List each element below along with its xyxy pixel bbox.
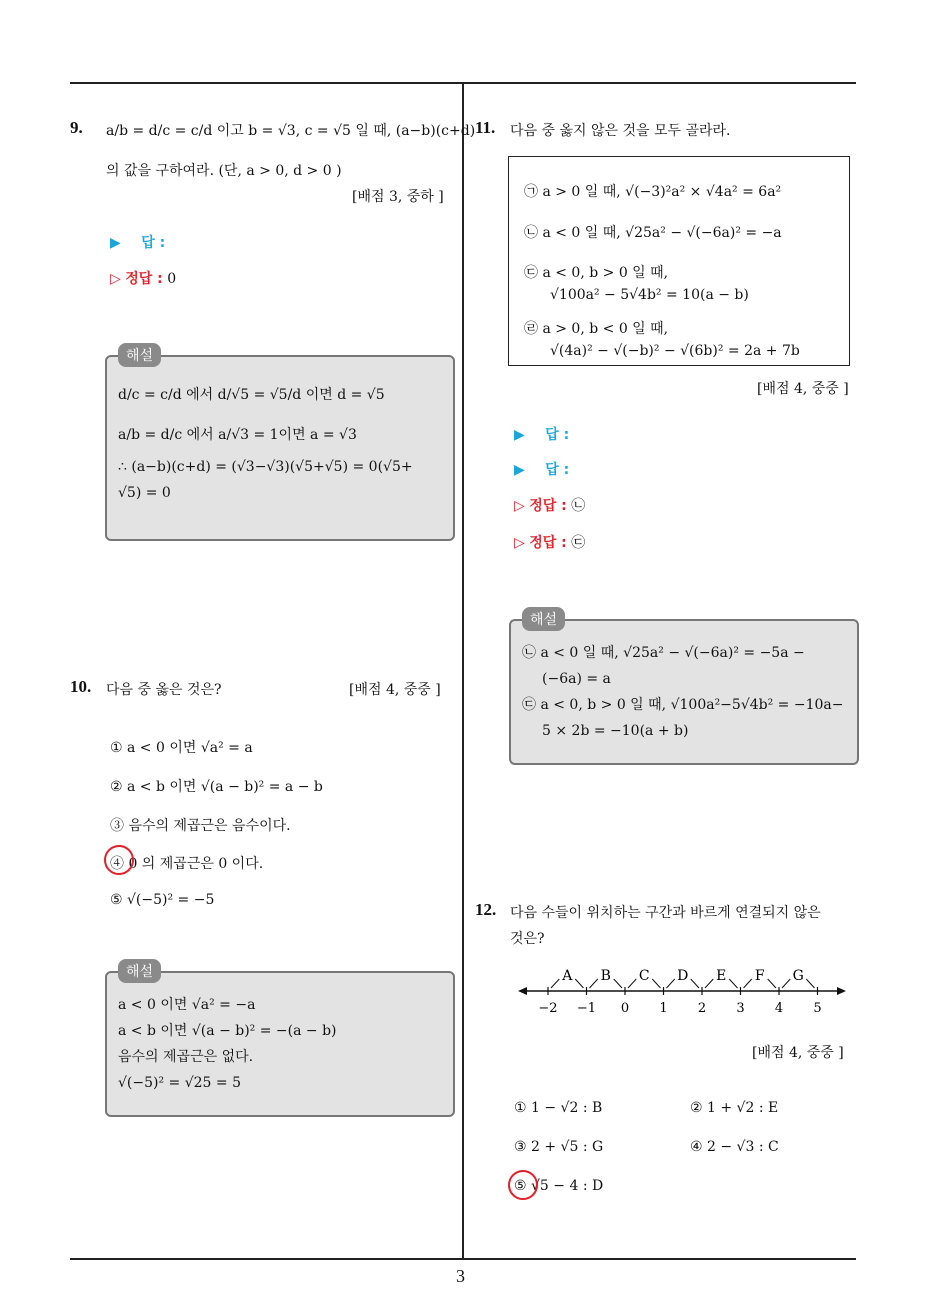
- q11-meta: [배점 4, 중중 ]: [757, 381, 849, 397]
- q9-correct-label: 정답 :: [125, 271, 163, 287]
- q9-meta: [배점 3, 중하 ]: [352, 189, 444, 205]
- q11-answer-row-1: [514, 424, 569, 444]
- q11-sol-line: ㉢ a < 0, b > 0 일 때, √100a²−5√4b² = −10a−: [522, 697, 844, 713]
- q9-answer-label: 답 :: [141, 235, 166, 251]
- q11-sol-line: 5 × 2b = −10(a + b): [542, 723, 689, 739]
- interval-label: G: [792, 968, 804, 984]
- left-arrow-icon: [518, 987, 527, 995]
- page-number: 3: [456, 1266, 465, 1286]
- q9-sol-line: a/b = d/c 에서 a/√3 = 1이면 a = √3: [118, 427, 357, 443]
- q11-correct-value: ㉡: [571, 498, 586, 514]
- q9-stem-line2: 의 값을 구하여라. (단, a > 0, d > 0 ): [106, 163, 342, 179]
- q11-item-d-cont: √(4a)² − √(−b)² − √(6b)² = 2a + 7b: [550, 343, 800, 359]
- q12-option-2: ② 1 + √2 : E: [690, 1100, 779, 1116]
- number-line-tick-label: 1: [659, 1001, 668, 1016]
- q9-number: 9.: [70, 118, 83, 137]
- q10-solution-tag: 해설: [118, 959, 161, 983]
- number-line-tick-label: 4: [774, 1001, 784, 1016]
- q11-correct-label: 정답 :: [529, 498, 567, 514]
- q11-item-a: ㉠ a > 0 일 때, √(−3)²a² × √4a² = 6a²: [524, 184, 782, 200]
- q9-solution-tag: 해설: [118, 343, 161, 367]
- q9-answer-row: [110, 232, 165, 252]
- q11-answer-label: 답 :: [545, 462, 570, 478]
- q10-sol-line: 음수의 제곱근은 없다.: [118, 1049, 254, 1065]
- q9-sol-line: ∴ (a−b)(c+d) = (√3−√3)(√5+√5) = 0(√5+: [118, 459, 413, 475]
- q12-option-1: ① 1 − √2 : B: [514, 1100, 603, 1116]
- q10-sol-line: a < b 이면 √(a − b)² = −(a − b): [118, 1023, 337, 1039]
- number-line-tick-label: 5: [813, 1001, 822, 1016]
- triangle-icon: ▷: [514, 498, 525, 514]
- number-line-tick-label: −1: [576, 1001, 597, 1016]
- number-line-tick-label: −2: [538, 1001, 558, 1016]
- column-divider: [462, 82, 464, 1259]
- q11-solution-tag: 해설: [522, 607, 565, 631]
- q11-item-c: ㉢ a < 0, b > 0 일 때,: [524, 265, 669, 281]
- q12-option-4: ④ 2 − √3 : C: [690, 1139, 779, 1155]
- q11-sol-line: (−6a) = a: [542, 671, 611, 687]
- q12-meta: [배점 4, 중중 ]: [752, 1045, 844, 1061]
- q10-number: 10.: [70, 677, 92, 696]
- q10-option-4: ④ 0 의 제곱근은 0 이다.: [110, 856, 264, 872]
- q11-item-b: ㉡ a < 0 일 때, √25a² − √(−6a)² = −a: [524, 225, 782, 241]
- right-arrow-icon: [837, 987, 846, 995]
- q10-meta: [배점 4, 중중 ]: [349, 682, 441, 698]
- interval-label: F: [754, 968, 765, 984]
- q11-correct-row-1: [514, 495, 585, 515]
- q10-option-1: ① a < 0 이면 √a² = a: [110, 740, 253, 756]
- q12-stem-line2: 것은?: [510, 931, 545, 947]
- q9-sol-line: d/c = c/d 에서 d/√5 = √5/d 이면 d = √5: [118, 387, 385, 403]
- q10-option-5: ⑤ √(−5)² = −5: [110, 892, 215, 908]
- q10-option-2: ② a < b 이면 √(a − b)² = a − b: [110, 779, 323, 795]
- number-line-tick-label: 2: [697, 1001, 707, 1016]
- q11-solution-text: [522, 640, 843, 744]
- interval-label: B: [600, 968, 611, 984]
- q9-correct-row: [110, 268, 176, 288]
- q11-answer-label: 답 :: [545, 427, 570, 443]
- interval-label: E: [716, 968, 727, 984]
- q10-option-3: ③ 음수의 제곱근은 음수이다.: [110, 818, 291, 834]
- play-icon: ▶: [514, 427, 525, 443]
- q10-answer-mark: [104, 845, 134, 875]
- q12-option-3: ③ 2 + √5 : G: [514, 1139, 604, 1155]
- q11-item-d: ㉣ a > 0, b < 0 일 때,: [524, 321, 669, 337]
- q11-correct-label: 정답 :: [529, 535, 567, 551]
- number-line-tick-label: 3: [736, 1001, 745, 1016]
- q9-correct-value: 0: [167, 271, 177, 287]
- q12-number: 12.: [475, 900, 497, 919]
- q9-solution-text: [118, 382, 413, 506]
- interval-label: C: [638, 968, 650, 984]
- q11-item-c-cont: √100a² − 5√4b² = 10(a − b): [550, 287, 749, 303]
- q10-solution-text: [118, 992, 337, 1096]
- q10-stem: 다음 중 옳은 것은?: [106, 682, 222, 698]
- triangle-icon: ▷: [110, 271, 121, 287]
- q12-number-line: [518, 960, 848, 1020]
- q9-stem-line1: a/b = d/c = c/d 이고 b = √3, c = √5 일 때, (a−b)(c+d): [106, 123, 476, 139]
- q11-stem: 다음 중 옳지 않은 것을 모두 골라라.: [510, 123, 731, 139]
- q10-sol-line: √(−5)² = √25 = 5: [118, 1075, 241, 1091]
- q9-sol-line: √5) = 0: [118, 485, 171, 501]
- interval-label: A: [562, 968, 573, 984]
- play-icon: ▶: [514, 462, 525, 478]
- q10-sol-line: a < 0 이면 √a² = −a: [118, 997, 256, 1013]
- play-icon: ▶: [110, 235, 121, 251]
- q12-answer-mark: [508, 1170, 538, 1200]
- q11-sol-line: ㉡ a < 0 일 때, √25a² − √(−6a)² = −5a −: [522, 645, 805, 661]
- q11-correct-value: ㉢: [571, 535, 586, 551]
- q11-answer-row-2: [514, 459, 569, 479]
- triangle-icon: ▷: [514, 535, 525, 551]
- interval-label: D: [677, 968, 689, 984]
- q12-option-5: ⑤ √5 − 4 : D: [514, 1178, 604, 1194]
- q11-number: 11.: [475, 118, 496, 137]
- q12-stem-line1: 다음 수들이 위치하는 구간과 바르게 연결되지 않은: [510, 905, 821, 921]
- q11-correct-row-2: [514, 532, 585, 552]
- number-line-tick-label: 0: [620, 1001, 630, 1016]
